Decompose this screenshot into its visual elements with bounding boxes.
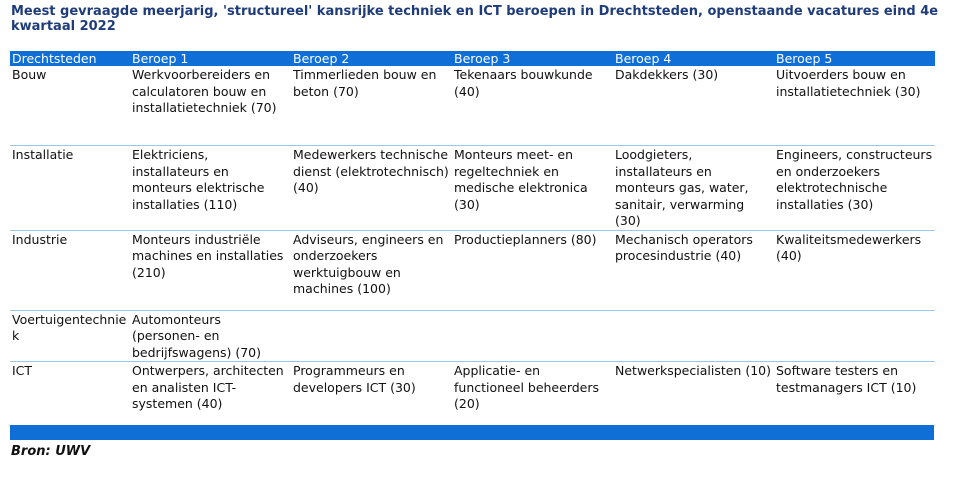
- occupation-cell: Uitvoerders bouw en installatietechniek (30): [774, 66, 935, 146]
- table-row: [10, 66, 935, 146]
- sector-cell: Industrie: [10, 230, 130, 310]
- table-header-row: [10, 51, 935, 66]
- table-row: [10, 362, 935, 429]
- table-row: [10, 146, 935, 231]
- table-row: [10, 230, 935, 310]
- sector-cell: Bouw: [10, 66, 130, 146]
- table-row: [10, 310, 935, 362]
- occupation-cell: Automonteurs (personen- en bedrijfswagens) (70): [130, 310, 291, 362]
- sector-cell: Voertuigentechniek: [10, 310, 130, 362]
- occupation-cell: Monteurs industriële machines en installaties (210): [130, 230, 291, 310]
- occupation-cell: Programmeurs en developers ICT (30): [293, 363, 416, 395]
- occupation-cell: [613, 310, 774, 362]
- sector-cell: ICT: [12, 363, 33, 378]
- occupation-cell: Software testers en testmanagers ICT (10): [776, 363, 917, 395]
- occupation-cell: Werkvoorbereiders en calculatoren bouw en installatietechniek (70): [130, 66, 291, 146]
- occupation-cell: Monteurs meet- en regeltechniek en medische elektronica (30): [452, 146, 613, 231]
- occupation-cell: Kwaliteitsmedewerkers (40): [774, 230, 935, 310]
- occupation-cell: Productieplanners (80): [452, 230, 613, 310]
- occupation-cell: Applicatie- en functioneel beheerders (20): [454, 363, 600, 411]
- sector-cell: Installatie: [10, 146, 130, 231]
- source-note: Bron: UWV: [11, 444, 91, 459]
- occupation-cell: Mechanisch operators procesindustrie (40): [613, 230, 774, 310]
- header-beroep-1: Beroep 1: [130, 51, 291, 66]
- header-beroep-5: Beroep 5: [774, 51, 935, 66]
- vacancies-table: [10, 51, 935, 428]
- header-region: Drechtsteden: [10, 51, 130, 66]
- occupation-cell: [452, 310, 613, 362]
- occupation-cell: Timmerlieden bouw en beton (70): [291, 66, 452, 146]
- occupation-cell: Tekenaars bouwkunde (40): [452, 66, 613, 146]
- occupation-cell: Dakdekkers (30): [613, 66, 774, 146]
- table-title: Meest gevraagde meerjarig, 'structureel' kansrijke techniek en ICT beroepen in Drechtsteden, openstaande vacatures eind 4e kwartaal 2022: [11, 4, 939, 34]
- occupation-cell: Engineers, constructeurs en onderzoekers elektrotechnische installaties (30): [774, 146, 935, 231]
- header-beroep-2: Beroep 2: [291, 51, 452, 66]
- occupation-cell: Loodgieters, installateurs en monteurs gas, water, sanitair, verwarming (30): [613, 146, 774, 231]
- occupation-cell: Netwerkspecialisten (10): [615, 363, 771, 378]
- occupation-cell: [291, 310, 452, 362]
- occupation-cell: [774, 310, 935, 362]
- occupation-cell: Elektriciens, installateurs en monteurs elektrische installaties (110): [130, 146, 291, 231]
- occupation-cell: Ontwerpers, architecten en analisten ICT-systemen (40): [132, 363, 284, 411]
- header-beroep-4: Beroep 4: [613, 51, 774, 66]
- table-footer-bar: [10, 425, 934, 440]
- occupation-cell: Medewerkers technische dienst (elektrotechnisch) (40): [291, 146, 452, 231]
- occupation-cell: Adviseurs, engineers en onderzoekers werktuigbouw en machines (100): [291, 230, 452, 310]
- header-beroep-3: Beroep 3: [452, 51, 613, 66]
